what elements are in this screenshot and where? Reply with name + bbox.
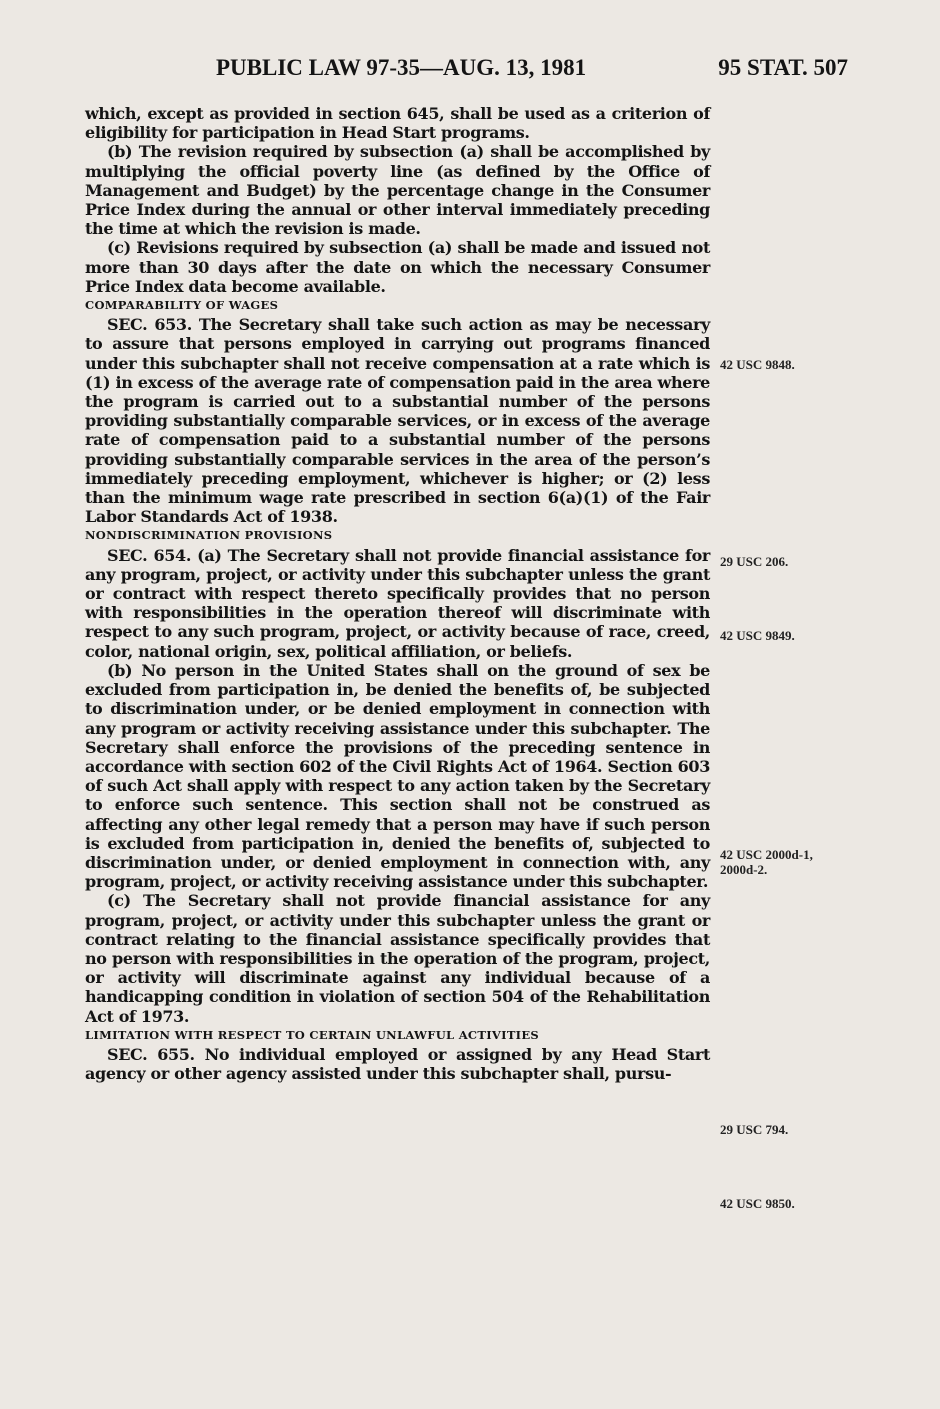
- margin-citation: 42 USC 9849.: [720, 628, 795, 643]
- margin-citation: 42 USC 9848.: [720, 357, 795, 372]
- body-text: [85, 104, 710, 1083]
- paragraph-sec-654-c: (c) The Secretary shall not provide financial assistance for any program, project, or activity under this subchapter unless the grant or contract relating to the financial assistance specifically provides that no person with responsibilities in the operation of the program, project, or activity will discriminate against any individual because of a handicapping condition in violation of section 504 of the Rehabilitation Act of 1973.: [85, 891, 710, 1026]
- paragraph-continuation: which, except as provided in section 645, shall be used as a criterion of eligibility for participation in Head Start programs.: [85, 104, 710, 143]
- paragraph-sec-653: SEC. 653. The Secretary shall take such action as may be necessary to assure that persons employed in carrying out programs financed under this subchapter shall not receive compensation at a rate which is (1) in excess of the average rate of compensation paid in the area where the program is carried out to a substantial number of the persons providing substantially comparable services, or in excess of the average rate of compensation paid to a substantial number of the persons providing substantially comparable services in the area of the person’s immediately preceding employment, whichever is higher; or (2) less than the minimum wage rate prescribed in section 6(a)(1) of the Fair Labor Standards Act of 1938.: [85, 315, 710, 527]
- margin-citation: 29 USC 206.: [720, 554, 789, 569]
- section-heading-wages: COMPARABILITY OF WAGES: [85, 298, 279, 313]
- paragraph-subsection-c: (c) Revisions required by subsection (a) shall be made and issued not more than 30 days after the date on which the necessary Consumer Price Index data become available.: [85, 238, 710, 296]
- running-header-stat: 95 STAT. 507: [718, 55, 848, 80]
- paragraph-sec-655: SEC. 655. No individual employed or assigned by any Head Start agency or other agency assisted under this subchapter shall, pursu-: [85, 1044, 710, 1084]
- paragraph-sec-654-a: SEC. 654. (a) The Secretary shall not provide financial assistance for any program, project, or activity under this subchapter unless the grant or contract with respect thereto specifically provides that no person with responsibilities in the operation thereof will discriminate with respect to any such program, project, or activity because of race, creed, color, national origin, sex, political affiliation, or beliefs.: [85, 545, 710, 661]
- margin-citation: 29 USC 794.: [720, 1122, 789, 1137]
- section-heading-unlawful-activities: LIMITATION WITH RESPECT TO CERTAIN UNLAWFUL ACTIVITIES: [85, 1027, 540, 1042]
- margin-citation: 2000d-2.: [720, 862, 768, 877]
- paragraph-sec-654-b: (b) No person in the United States shall on the ground of sex be excluded from participation in, be denied the benefits of, be subjected to discrimination under, or be denied employment in connection with any program or activity receiving assistance under this subchapter. The Secretary shall enforce the provisions of the preceding sentence in accordance with section 602 of the Civil Rights Act of 1964. Section 603 of such Act shall apply with respect to any action taken by the Secretary to enforce such sentence. This section shall not be construed as affecting any other legal remedy that a person may have if such person is excluded from participation in, denied the benefits of, subjected to discrimination under, or denied employment in connection with, any program, project, or activity receiving assistance under this subchapter.: [85, 660, 710, 892]
- section-heading-nondiscrimination: NONDISCRIMINATION PROVISIONS: [85, 528, 333, 543]
- margin-citation: 42 USC 2000d-1,: [720, 847, 813, 862]
- paragraph-subsection-b: (b) The revision required by subsection (a) shall be accomplished by multiplying the official poverty line (as defined by the Office of Management and Budget) by the percentage change in the Consumer Price Index during the annual or other interval immediately preceding the time at which the revision is made.: [85, 142, 710, 239]
- running-header-law: PUBLIC LAW 97-35—AUG. 13, 1981: [216, 55, 587, 80]
- margin-citation: 42 USC 9850.: [720, 1196, 795, 1211]
